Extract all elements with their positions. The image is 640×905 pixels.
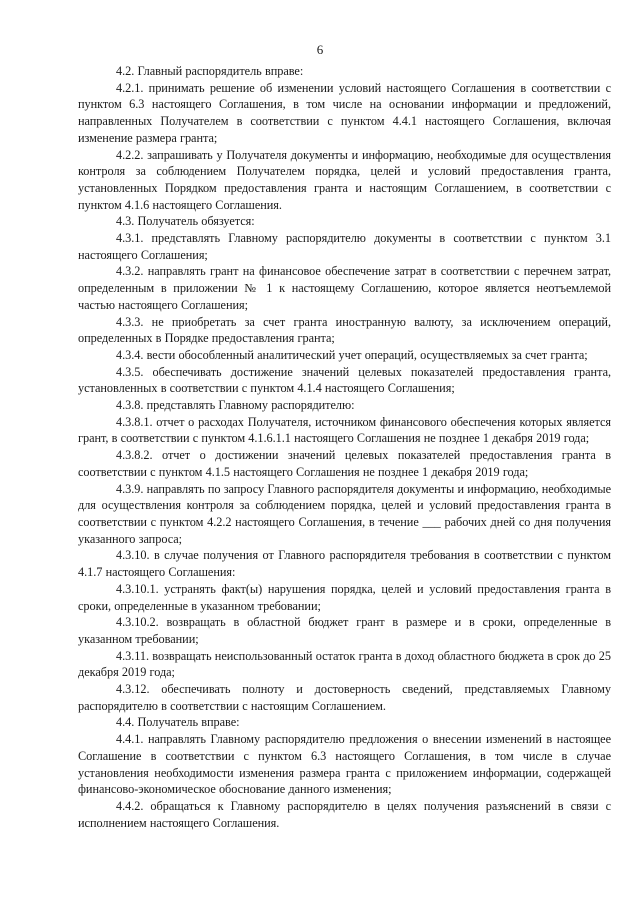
clause-4-3-12: 4.3.12. обеспечивать полноту и достоверность сведений, представляемых Главному распорядителю в соответствии с настоящим Соглашением. — [78, 682, 611, 713]
clause-4-3-4: 4.3.4. вести обособленный аналитический учет операций, осуществляемых за счет гранта; — [116, 347, 588, 362]
clause-4-3-10-2: 4.3.10.2. возвращать в областной бюджет грант в размере и в сроки, определенные в указанном требовании; — [78, 615, 611, 646]
clause-4-3-5: 4.3.5. обеспечивать достижение значений целевых показателей предоставления гранта, установленных в соответствии с пунктом 4.1.4 настоящего Соглашения; — [78, 364, 611, 396]
clause-4-3-10-1: 4.3.10.1. устранять факт(ы) нарушения порядка, целей и условий предоставления гранта в сроки, определенные в указанном требовании; — [78, 581, 611, 613]
clause-4-4-1: 4.4.1. направлять Главному распорядителю предложения о внесении изменений в настоящее Соглашение в соответствии с пунктом 6.3 настоящего Соглашения, в том числе в случае установления необходимости изменения размера гранта с приложением информации, содержащей финансово-экономическое обоснование данного изменения; — [78, 732, 611, 797]
clause-4-4-2: 4.4.2. обращаться к Главному распорядителю в целях получения разъяснений в связи с исполнением настоящего Соглашения. — [78, 798, 611, 830]
page-number: 6 — [316, 42, 324, 57]
clause-4-3-1: 4.3.1. представлять Главному распорядителю документы в соответствии с пунктом 3.1 настоящего Соглашения; — [78, 231, 611, 262]
clause-4-3-3: 4.3.3. не приобретать за счет гранта иностранную валюту, за исключением операций, определенных в Порядке предоставления гранта; — [78, 314, 611, 346]
clause-4-3-8-2: 4.3.8.2. отчет о достижении значений целевых показателей предоставления гранта в соответствии с пунктом 4.1.5 настоящего Соглашения не позднее 1 декабря 2019 года; — [78, 448, 611, 479]
clause-4-3-11: 4.3.11. возвращать неиспользованный остаток гранта в доход областного бюджета в срок до 25 декабря 2019 года; — [78, 648, 611, 680]
clause-4-3-2: 4.3.2. направлять грант на финансовое обеспечение затрат в соответствии с перечнем затрат, определенным в приложении № 1 к настоящему Соглашению, которое является неотъемлемой частью настоящего Соглашения; — [78, 264, 611, 312]
clause-4-2-1: 4.2.1. принимать решение об изменении условий настоящего Соглашения в соответствии с пунктом 6.3 настоящего Соглашения, в том числе на основании информации и предложений, направленных Получателем в соответствии с пунктом 4.4.1 настоящего Соглашения, включая изменение размера гранта; — [78, 80, 611, 145]
clause-4-2-2: 4.2.2. запрашивать у Получателя документы и информацию, необходимые для осуществления контроля за соблюдением Получателем порядка, целей и условий предоставления гранта, установленных Порядком предоставления гранта и настоящим Соглашением, в соответствии с пунктом 4.1.6 настоящего Соглашения. — [78, 147, 611, 212]
clause-4-3: 4.3. Получатель обязуется: — [116, 214, 255, 229]
document-body — [78, 63, 611, 831]
clause-4-3-8-1: 4.3.8.1. отчет о расходах Получателя, источником финансового обеспечения которых является грант, в соответствии с пунктом 4.1.6.1.1 настоящего Соглашения не позднее 1 декабря 2019 года; — [78, 414, 611, 446]
clause-4-2: 4.2. Главный распорядитель вправе: — [116, 64, 304, 78]
clause-4-3-9: 4.3.9. направлять по запросу Главного распорядителя документы и информацию, необходимые для осуществления контроля за соблюдением порядка, целей и условий предоставления гранта в соответствии с пунктом 4.2.2 настоящего Соглашения, в течение ___ рабочих дней со дня получения указанного запроса; — [78, 481, 611, 546]
clause-4-3-8: 4.3.8. представлять Главному распорядителю: — [116, 398, 355, 413]
clause-4-3-10: 4.3.10. в случае получения от Главного распорядителя требования в соответствии с пунктом 4.1.7 настоящего Соглашения: — [78, 548, 611, 580]
clause-4-4: 4.4. Получатель вправе: — [116, 715, 240, 730]
